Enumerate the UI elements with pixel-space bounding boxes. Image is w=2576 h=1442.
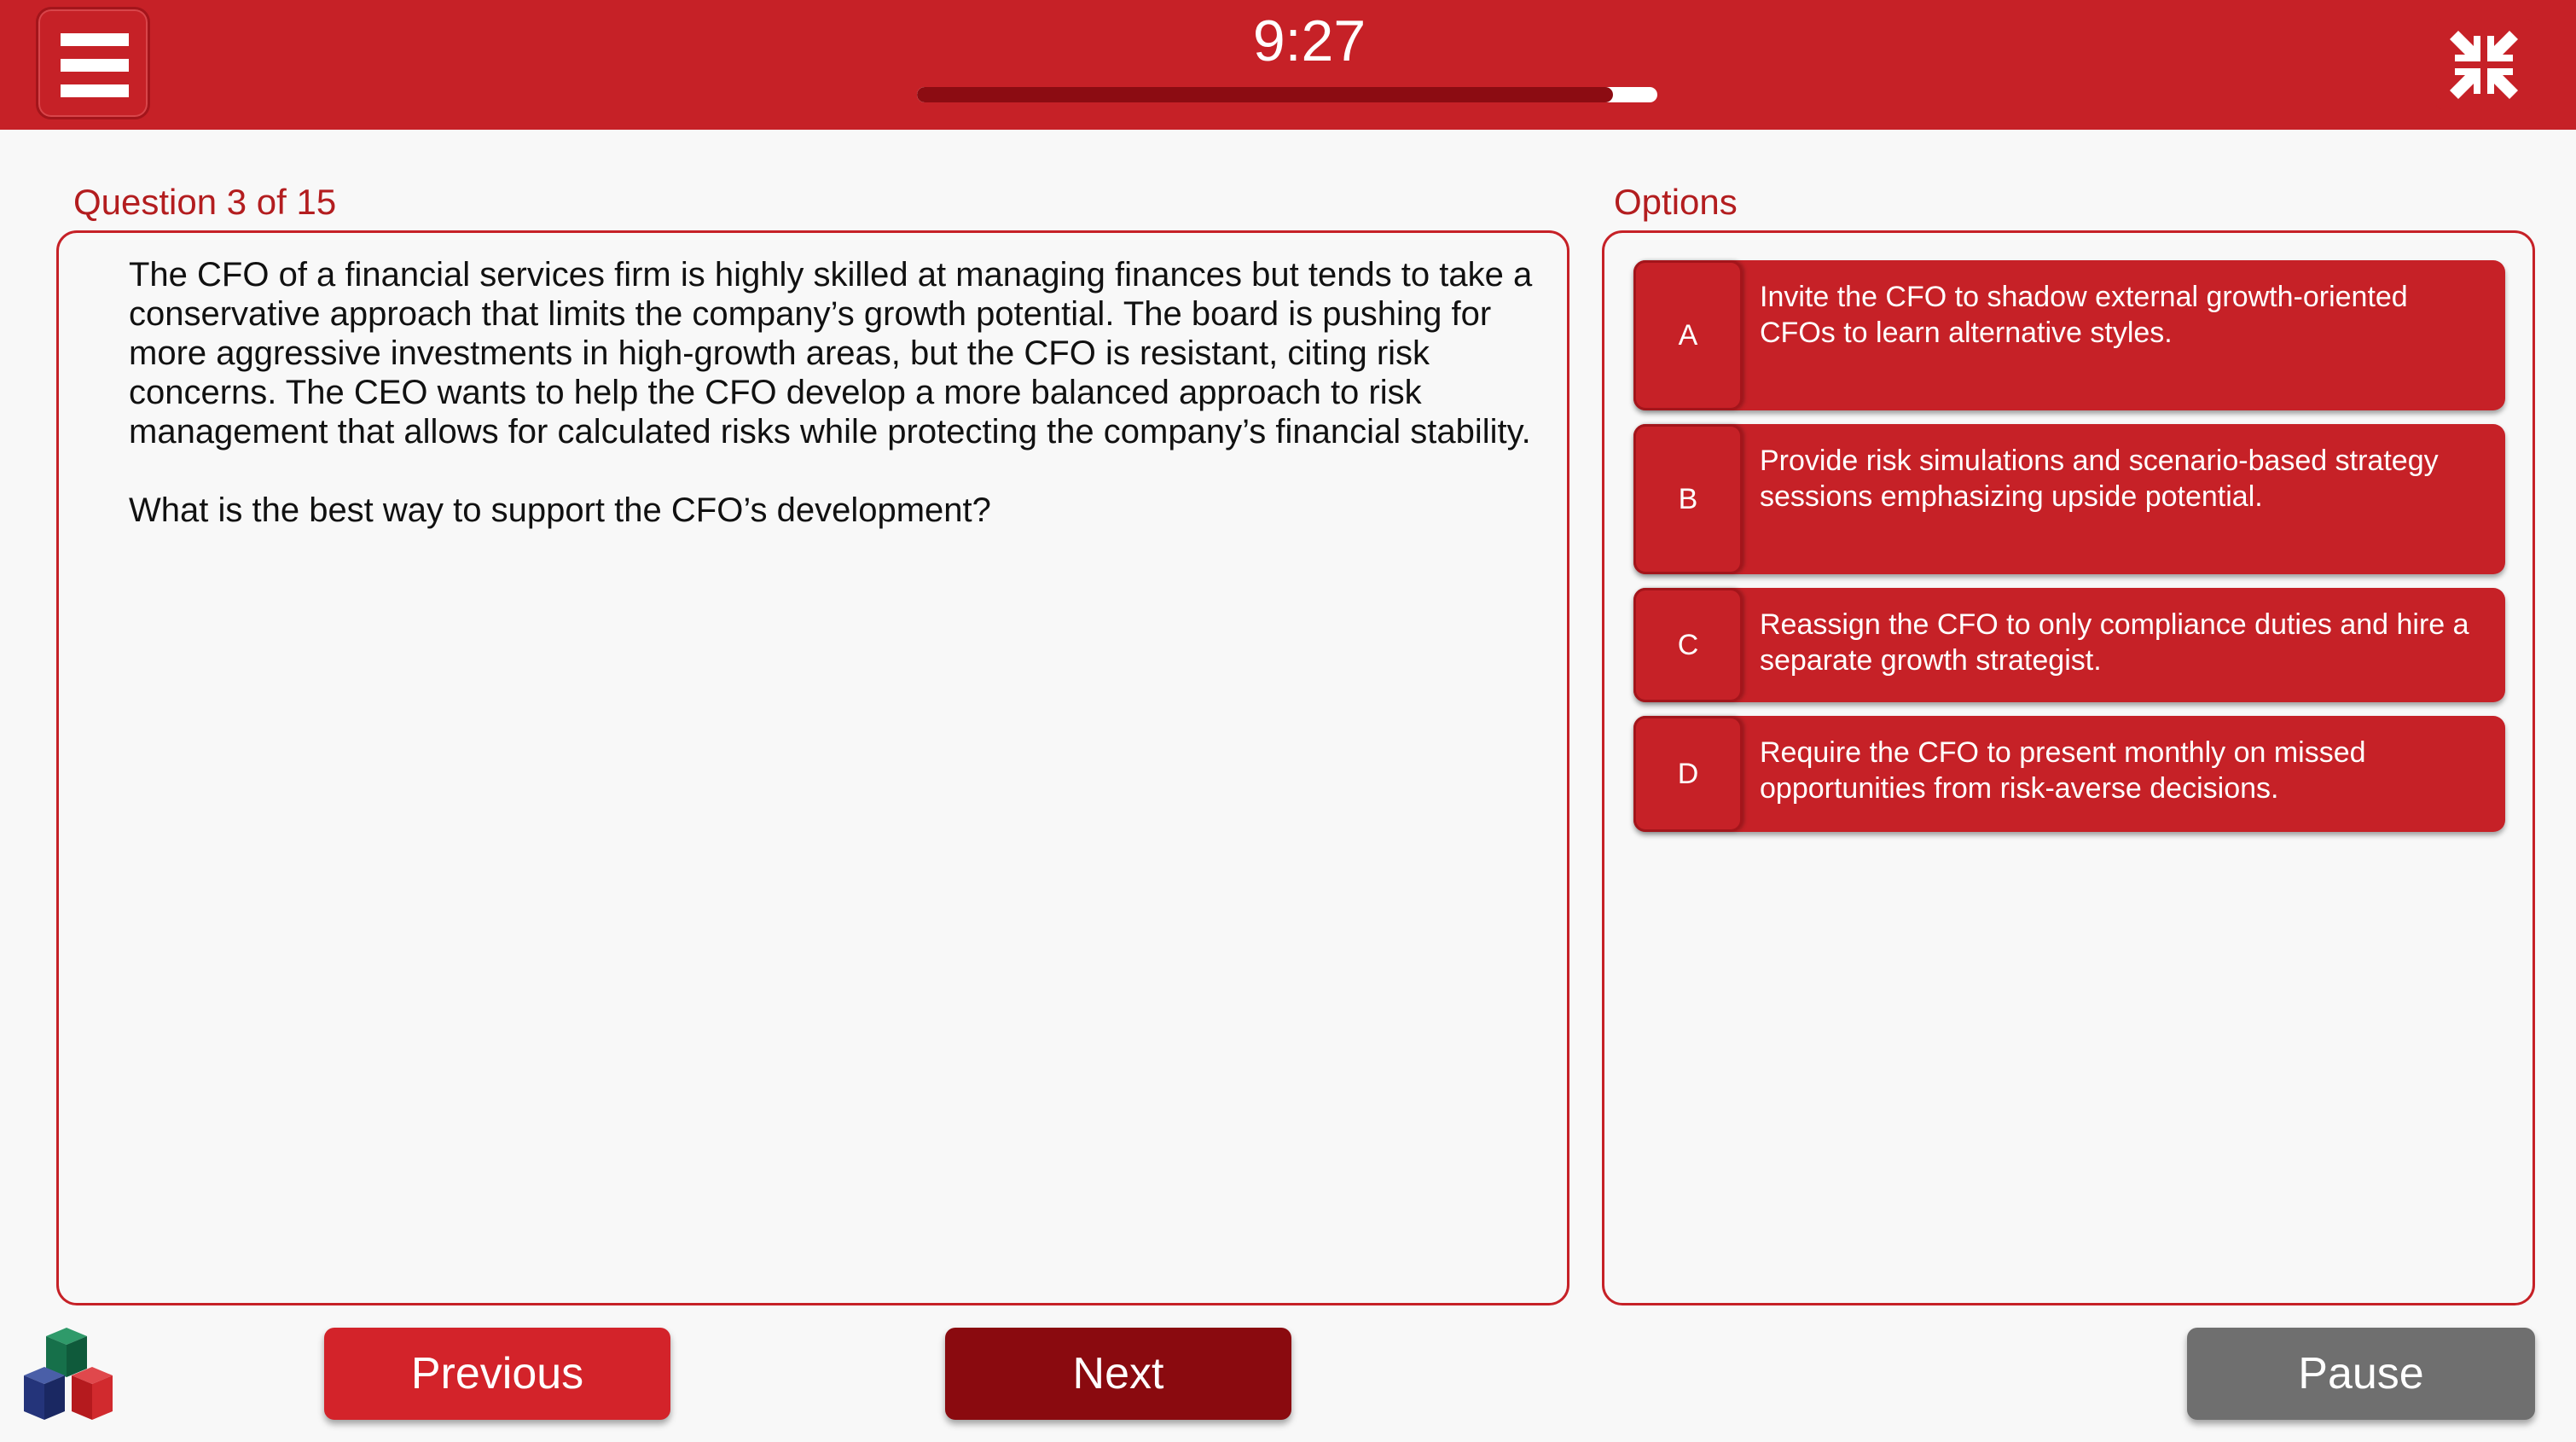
collapse-icon — [2448, 29, 2520, 101]
menu-button[interactable] — [36, 7, 150, 119]
time-progress-bar — [917, 87, 1657, 102]
option-c[interactable] — [1633, 588, 2505, 702]
option-text: Provide risk simulations and scenario-based strategy sessions emphasizing upside potential. — [1760, 445, 2439, 513]
option-letter: C — [1633, 588, 1743, 702]
options-panel — [1602, 230, 2535, 1305]
option-letter: D — [1633, 716, 1743, 832]
option-b[interactable] — [1633, 424, 2505, 574]
next-button[interactable]: Next — [945, 1328, 1291, 1420]
option-a[interactable] — [1633, 260, 2505, 410]
question-text — [129, 255, 1545, 530]
cubes-logo-icon — [20, 1324, 135, 1428]
question-panel — [56, 230, 1569, 1305]
timer: 9:27 — [1252, 9, 1366, 73]
option-text: Require the CFO to present monthly on missed opportunities from risk-averse decisions. — [1760, 736, 2366, 805]
previous-button[interactable]: Previous — [324, 1328, 670, 1420]
option-text: Invite the CFO to shadow external growth-oriented CFOs to learn alternative styles. — [1760, 281, 2408, 349]
question-prompt: What is the best way to support the CFO’s development? — [129, 491, 991, 529]
pause-button[interactable]: Pause — [2187, 1328, 2535, 1420]
option-d[interactable] — [1633, 716, 2505, 832]
question-counter: Question 3 of 15 — [73, 182, 337, 222]
question-scenario: The CFO of a financial services firm is highly skilled at managing finances but tends to take a conservative approach that limits the company’s growth potential. The board is pushing for more aggressive investments in high-growth areas, but the CFO is resistant, citing risk concerns. The CEO wants to help the CFO develop a more balanced approach to risk management that allows for calculated risks while protecting the company’s financial stability. — [129, 256, 1533, 451]
options-title: Options — [1614, 182, 1738, 222]
option-letter: B — [1633, 424, 1743, 574]
option-text: Reassign the CFO to only compliance duties and hire a separate growth strategist. — [1760, 608, 2469, 677]
time-progress-fill — [917, 87, 1613, 102]
option-letter: A — [1633, 260, 1743, 410]
top-bar — [0, 0, 2576, 130]
exit-fullscreen-button[interactable] — [2436, 19, 2532, 109]
